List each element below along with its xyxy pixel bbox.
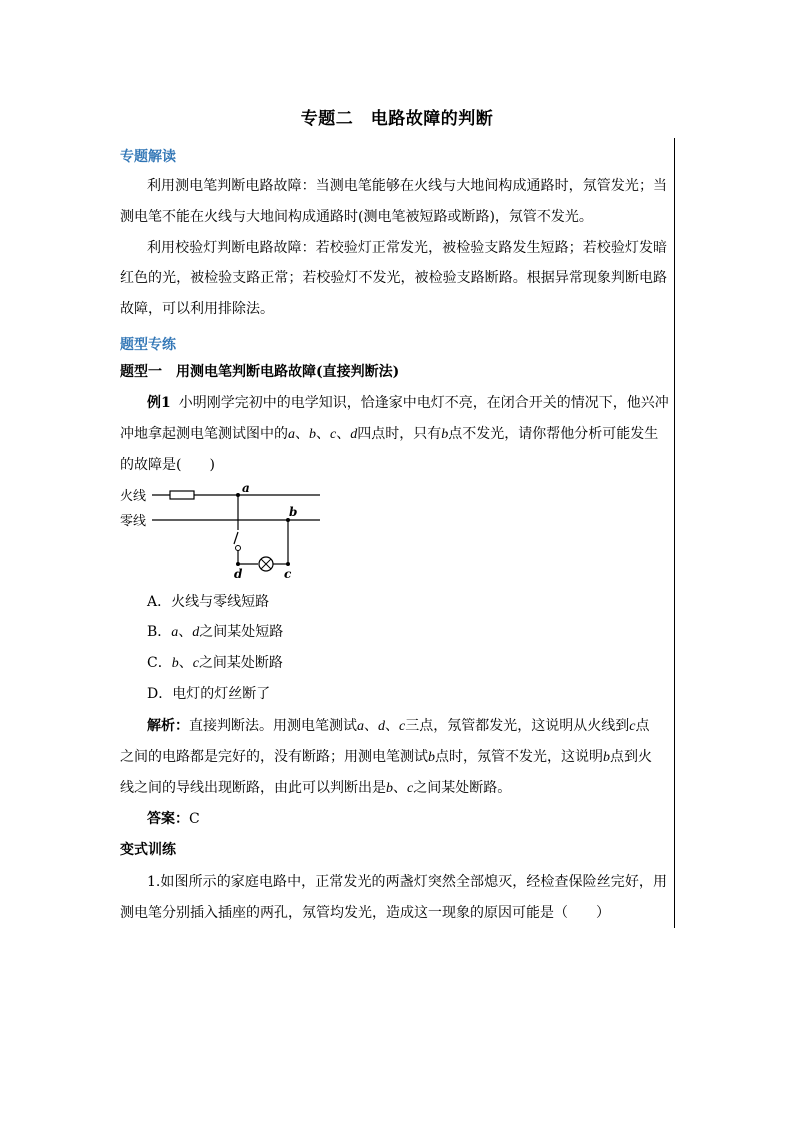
switch-contact	[236, 546, 241, 551]
var-c: c	[192, 656, 199, 671]
option-d: D．电灯的灯丝断了	[147, 686, 271, 702]
analysis-label: 解析：	[147, 718, 189, 734]
option-b	[147, 622, 283, 643]
sep: 、	[393, 780, 407, 796]
var-b: b	[386, 781, 393, 796]
analysis-text: 点	[635, 718, 650, 734]
option-letter: B．	[147, 624, 172, 640]
example-line2	[120, 424, 658, 445]
example-text: 冲地拿起测电笔测试图中的	[120, 426, 288, 442]
analysis-line2	[120, 747, 652, 768]
live-wire-label: 火线	[120, 489, 147, 504]
var-b: b	[309, 427, 316, 442]
analysis-text: 点时，氖管不发光，这说明	[435, 749, 603, 765]
para2-line3: 故障，可以利用排除法。	[120, 301, 274, 317]
neutral-wire-label: 零线	[120, 514, 147, 529]
para1-line2: 测电笔不能在火线与大地间构成通路时(测电笔被短路或断路)，氖管不发光。	[120, 209, 593, 225]
section-heading-variant: 变式训练	[120, 842, 176, 858]
question-type-heading: 题型一 用测电笔判断电路故障(直接判断法)	[120, 364, 400, 380]
option-a: A．火线与零线短路	[147, 594, 270, 610]
var-d: d	[192, 625, 200, 640]
var-b: b	[428, 750, 435, 765]
sep: 、	[385, 718, 399, 734]
label-b: b	[289, 505, 298, 519]
example-text: 小明刚学完初中的电学知识，恰逢家中电灯不亮，在闭合开关的情况下，他兴冲	[178, 395, 669, 411]
sep: 、	[336, 426, 351, 442]
var-b: b	[171, 656, 179, 671]
var-c: c	[629, 719, 636, 734]
analysis-line1	[147, 716, 649, 737]
label-a: a	[242, 481, 250, 495]
example-text: 点不发光，请你帮他分析可能发生	[448, 426, 659, 442]
var-a: a	[288, 427, 295, 442]
var-b: b	[603, 750, 610, 765]
analysis-text: 点到火	[610, 749, 652, 765]
answer-line	[147, 809, 200, 829]
option-text: 之间某处断路	[198, 655, 283, 671]
answer-label: 答案：	[147, 811, 189, 827]
var-d: d	[350, 427, 358, 442]
var-c: c	[399, 719, 406, 734]
option-c	[147, 653, 283, 674]
analysis-text: 之间某处断路。	[413, 780, 512, 796]
node-c	[286, 562, 290, 566]
para1-line1: 利用测电笔判断电路故障：当测电笔能够在火线与大地间构成通路时，氖管发光；当	[147, 178, 667, 194]
var-b: b	[441, 427, 449, 442]
analysis-text: 之间的电路都是完好的，没有断路；用测电笔测试	[120, 749, 428, 765]
fuse-symbol	[170, 491, 194, 499]
option-letter: C．	[147, 655, 172, 671]
question1-line1: 1.如图所示的家庭电路中，正常发光的两盏灯突然全部熄灭，经检查保险丝完好，用	[147, 874, 667, 890]
example-line3: 的故障是( )	[120, 457, 215, 473]
sep: 、	[178, 655, 193, 671]
var-d: d	[378, 719, 385, 734]
var-c: c	[330, 427, 337, 442]
analysis-text: 直接判断法。用测电笔测试	[189, 718, 357, 734]
answer-value: C	[189, 811, 200, 827]
example-line1	[147, 393, 667, 413]
question1-line2: 测电笔分别插入插座的两孔，氖管均发光，造成这一现象的原因可能是（ ）	[120, 905, 610, 921]
sep: 、	[178, 624, 193, 640]
label-d: d	[234, 567, 243, 580]
para2-line1: 利用校验灯判断电路故障：若校验灯正常发光，被检验支路发生短路；若校验灯发暗	[147, 240, 667, 256]
sep: 、	[364, 718, 378, 734]
margin-rule	[674, 138, 675, 928]
section-heading-interpretation: 专题解读	[120, 149, 176, 165]
option-text: 之间某处短路	[199, 624, 284, 640]
section-heading-practice: 题型专练	[120, 337, 176, 353]
example-label: 例1	[147, 395, 171, 411]
example-text: 四点时，只有	[357, 426, 442, 442]
switch-blade	[234, 532, 238, 544]
sep: 、	[295, 426, 309, 442]
para2-line2: 红色的光，被检验支路正常；若校验灯不发光，被检验支路断路。根据异常现象判断电路	[120, 270, 667, 286]
var-c: c	[407, 781, 414, 796]
var-a: a	[357, 719, 364, 734]
analysis-text: 三点，氖管都发光，这说明从火线到	[405, 718, 630, 734]
sep: 、	[316, 426, 330, 442]
label-c: c	[284, 567, 292, 580]
circuit-diagram	[110, 480, 330, 580]
page-title: 专题二 电路故障的判断	[300, 109, 494, 129]
node-d	[236, 562, 240, 566]
analysis-line3	[120, 778, 511, 799]
analysis-text: 线之间的导线出现断路，由此可以判断出是	[120, 780, 386, 796]
var-a: a	[171, 625, 179, 640]
